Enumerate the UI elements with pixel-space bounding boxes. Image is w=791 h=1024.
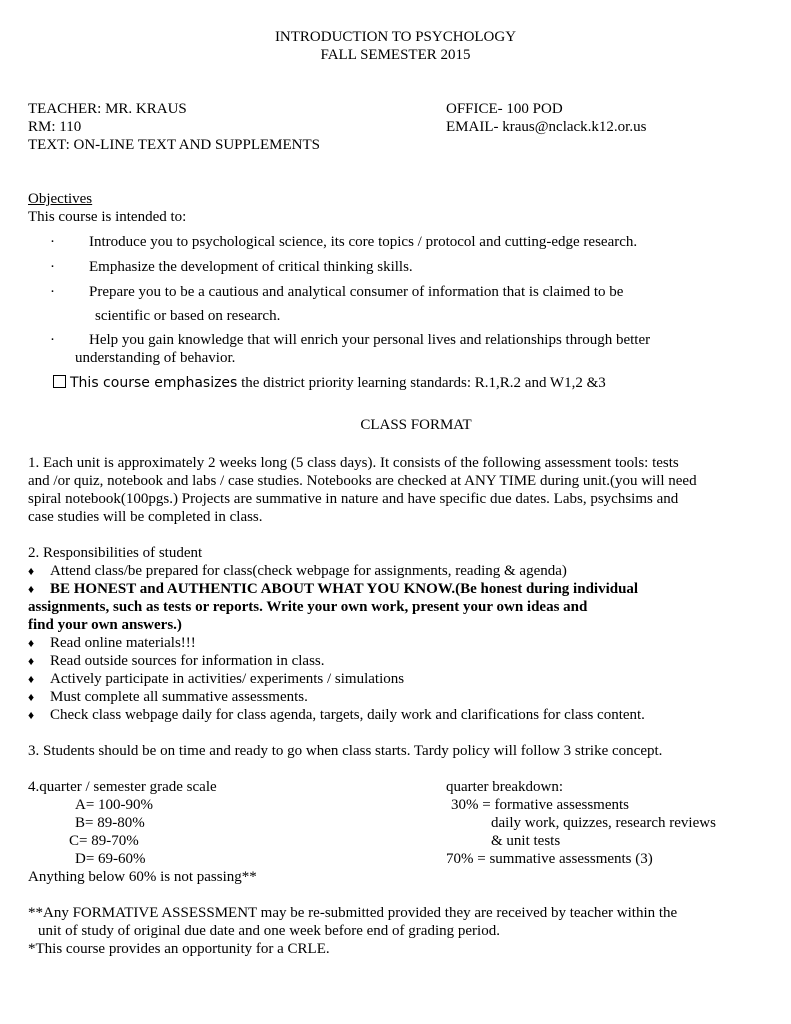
room-number: RM: 110 xyxy=(28,119,82,135)
crle-note: *This course provides an opportunity for a CRLE. xyxy=(28,941,330,957)
paragraph-line: and /or quiz, notebook and labs / case studies. Notebooks are checked at ANY TIME during unit.(you will need xyxy=(28,473,697,489)
teacher-email: EMAIL- kraus@nclack.k12.or.us xyxy=(446,119,647,135)
list-item: Help you gain knowledge that will enrich your personal lives and relationships through better xyxy=(89,332,651,348)
grade-scale-row: D= 69-60% xyxy=(75,851,146,867)
paragraph-line: spiral notebook(100pgs.) Projects are summative in nature and have specific due dates. Labs, psychsims and xyxy=(28,491,679,507)
standards-lead: This course emphasizes xyxy=(70,375,238,391)
diamond-bullet-icon: ♦ xyxy=(28,672,35,686)
diamond-bullet-icon: ♦ xyxy=(28,636,35,650)
bullet-dot: · xyxy=(50,284,55,300)
paragraph-line: case studies will be completed in class. xyxy=(28,509,263,525)
paragraph-line: 1. Each unit is approximately 2 weeks long (5 class days). It consists of the following assessment tools: tests xyxy=(28,455,679,471)
page-title: INTRODUCTION TO PSYCHOLOGY xyxy=(274,29,517,45)
responsibilities-heading: 2. Responsibilities of student xyxy=(28,545,203,561)
list-item-continuation: scientific or based on research. xyxy=(95,308,281,324)
list-item: ♦ Read outside sources for information in class. xyxy=(28,653,325,669)
list-item: ♦ BE HONEST and AUTHENTIC ABOUT WHAT YOU KNOW.(Be honest during individual xyxy=(28,581,639,597)
list-item: ♦ Check class webpage daily for class agenda, targets, daily work and clarifications for class content. xyxy=(28,707,645,723)
standards-line xyxy=(53,374,606,392)
diamond-bullet-icon: ♦ xyxy=(28,708,35,722)
objectives-heading: Objectives xyxy=(28,191,93,207)
list-item: ♦ Attend class/be prepared for class(check webpage for assignments, reading & agenda) xyxy=(28,563,567,579)
list-item-continuation: understanding of behavior. xyxy=(75,350,236,366)
bullet-dot: · xyxy=(50,234,55,250)
breakdown-row: 70% = summative assessments (3) xyxy=(446,851,653,867)
course-text: TEXT: ON-LINE TEXT AND SUPPLEMENTS xyxy=(28,137,321,153)
grade-scale-row: A= 100-90% xyxy=(75,797,154,813)
list-item-continuation: find your own answers.) xyxy=(28,617,182,633)
standards-text: the district priority learning standards: R.1,R.2 and W1,2 &3 xyxy=(237,375,606,391)
bullet-dot: · xyxy=(50,332,55,348)
formative-note: **Any FORMATIVE ASSESSMENT may be re-submitted provided they are received by teacher within the xyxy=(28,905,678,921)
formative-note-continuation: unit of study of original due date and one week before end of grading period. xyxy=(38,923,500,939)
diamond-bullet-icon: ♦ xyxy=(28,654,35,668)
breakdown-row: daily work, quizzes, research reviews xyxy=(491,815,716,831)
grade-scale-row: B= 89-80% xyxy=(75,815,145,831)
bullet-dot: · xyxy=(50,259,55,275)
list-item: ♦ Read online materials!!! xyxy=(28,635,196,651)
semester-label: FALL SEMESTER 2015 xyxy=(320,47,471,63)
not-passing-note: Anything below 60% is not passing** xyxy=(28,869,257,885)
list-item-continuation: assignments, such as tests or reports. Write your own work, present your own ideas and xyxy=(28,599,588,615)
office-location: OFFICE- 100 POD xyxy=(446,101,563,117)
list-item: Prepare you to be a cautious and analytical consumer of information that is claimed to be xyxy=(89,284,624,300)
diamond-bullet-icon: ♦ xyxy=(28,690,35,704)
diamond-bullet-icon: ♦ xyxy=(28,582,35,596)
teacher-name: TEACHER: MR. KRAUS xyxy=(28,101,187,117)
grade-scale-heading: 4.quarter / semester grade scale xyxy=(28,779,217,795)
objectives-intro: This course is intended to: xyxy=(28,209,187,225)
breakdown-heading: quarter breakdown: xyxy=(446,779,564,795)
list-item: Emphasize the development of critical thinking skills. xyxy=(89,259,413,275)
checkbox-icon xyxy=(53,375,66,388)
class-format-heading: CLASS FORMAT xyxy=(360,417,472,433)
diamond-bullet-icon: ♦ xyxy=(28,564,35,578)
tardy-policy: 3. Students should be on time and ready to go when class starts. Tardy policy will follow 3 strike concept. xyxy=(28,743,663,759)
list-item: ♦ Actively participate in activities/ experiments / simulations xyxy=(28,671,405,687)
grade-scale-row: C= 89-70% xyxy=(69,833,139,849)
breakdown-row: 30% = formative assessments xyxy=(451,797,630,813)
list-item: Introduce you to psychological science, its core topics / protocol and cutting-edge research. xyxy=(89,234,638,250)
list-item: ♦ Must complete all summative assessments. xyxy=(28,689,308,705)
breakdown-row: & unit tests xyxy=(491,833,561,849)
